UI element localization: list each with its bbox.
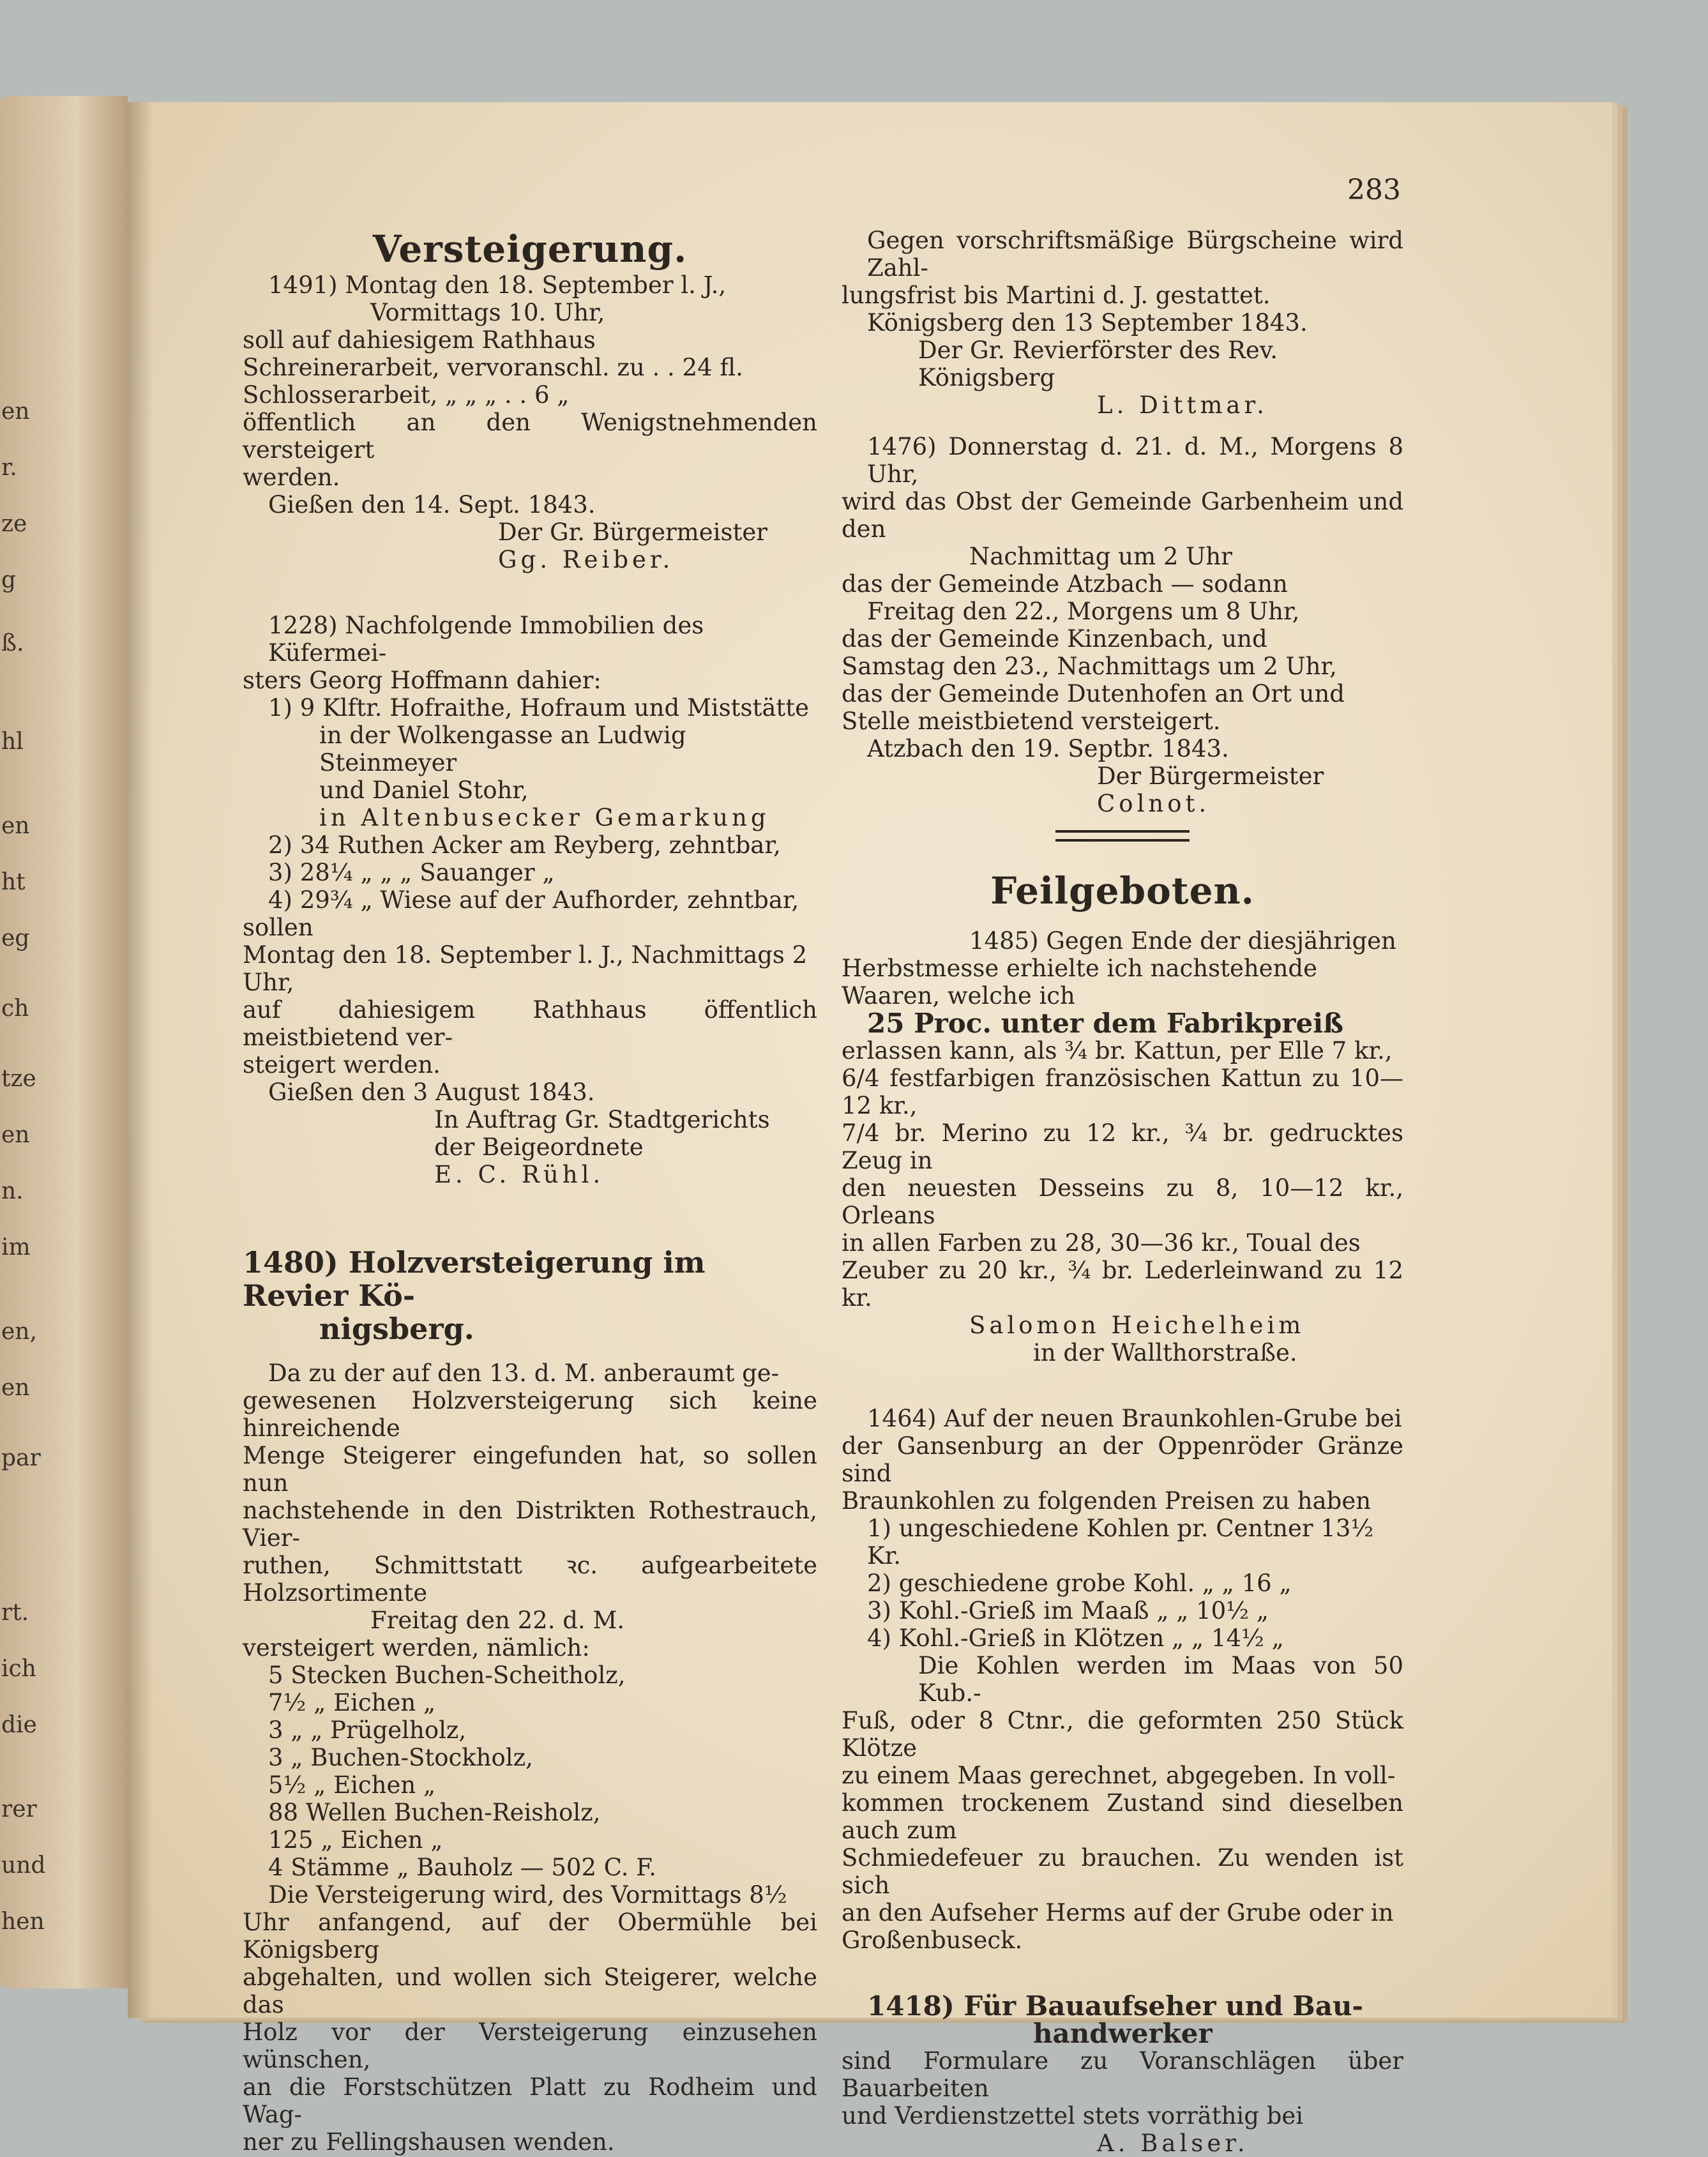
notice-signature: Der Bürgermeister	[1097, 762, 1324, 790]
notice-signature: Der Gr. Bürgermeister	[498, 518, 767, 546]
notice-line: Da zu der auf den 13. d. M. anberaumt ge-	[268, 1359, 780, 1387]
notice-line: Die Versteigerung wird, des Vormittags 8½	[268, 1881, 787, 1909]
notice-line: sind Formulare zu Voranschlägen über Bauarbeiten	[842, 2047, 1403, 2102]
notice-line: 1464) Auf der neuen Braunkohlen-Grube bei	[867, 1405, 1402, 1432]
notice-line: Menge Steigerer eingefunden hat, so sollen nun	[243, 1442, 817, 1497]
list-item: 4) 29¾ „ Wiese auf der Aufhorder, zehntbar,	[268, 886, 799, 914]
notice-line: Samstag den 23., Nachmittags um 2 Uhr,	[842, 653, 1337, 680]
price-list-item: 4) Kohl.-Grieß in Klötzen „ „ 14½ „	[867, 1624, 1284, 1652]
notice-line: Braunkohlen zu folgenden Preisen zu haben	[842, 1487, 1372, 1515]
previous-page-fragment: g	[1, 567, 17, 593]
list-item: in Altenbusecker Gemarkung	[319, 804, 770, 831]
previous-page-fragment: im	[1, 1234, 31, 1260]
notice-line: Stelle meistbietend versteigert.	[842, 708, 1221, 735]
list-item: 4 Stämme „ Bauholz — 502 C. F.	[268, 1854, 656, 1881]
list-item: 7½ „ Eichen „	[268, 1689, 436, 1716]
notice-signature-name: Salomon Heichelheim	[969, 1312, 1305, 1339]
notice-line: lungsfrist bis Martini d. J. gestattet.	[842, 282, 1271, 309]
section-heading-holzversteigerung: 1480) Holzversteigerung im Revier Kö-	[243, 1245, 706, 1313]
notice-line: Fuß, oder 8 Ctnr., die geformten 250 Stück Klötze	[842, 1707, 1403, 1762]
notice-line: das der Gemeinde Atzbach — sodann	[842, 570, 1288, 598]
previous-page-fragment: tze	[1, 1066, 36, 1092]
notice-date: Gießen den 3 August 1843.	[268, 1078, 595, 1106]
list-item: 125 „ Eichen „	[268, 1826, 443, 1854]
notice-line: 7/4 br. Merino zu 12 kr., ¾ br. gedrucktes Zeug in	[842, 1119, 1403, 1174]
notice-line: Nachmittag um 2 Uhr	[969, 543, 1232, 570]
notice-line: in allen Farben zu 28, 30—36 kr., Toual des	[842, 1229, 1361, 1257]
previous-page-fragment: ht	[1, 869, 26, 895]
notice-line: Herbstmesse erhielte ich nachstehende	[842, 955, 1317, 982]
notice-line: sters Georg Hoffmann dahier:	[243, 667, 601, 694]
notice-highlight: 25 Proc. unter dem Fabrikpreiß	[867, 1008, 1344, 1039]
previous-page-fragment: rer	[1, 1796, 37, 1822]
section-heading-bauaufseher-cont: handwerker	[1033, 2018, 1213, 2049]
page-number: 283	[1347, 174, 1401, 206]
left-column	[243, 227, 817, 2156]
notice-line: auf dahiesigem Rathhaus öffentlich meistbietend ver-	[243, 996, 817, 1051]
previous-page-fragment: en	[1, 398, 30, 425]
previous-page-fragment: par	[1, 1445, 41, 1471]
previous-page-fragment: eg	[1, 925, 30, 951]
list-item: 2) 34 Ruthen Acker am Reyberg, zehntbar,	[268, 831, 781, 859]
notice-date: Königsberg den 13 September 1843.	[867, 309, 1308, 337]
notice-line: werden.	[243, 464, 340, 491]
notice-line: den neuesten Desseins zu 8, 10—12 kr., Orleans	[842, 1174, 1403, 1229]
notice-signature-name: Gg. Reiber.	[498, 546, 674, 573]
section-heading-versteigerung: Versteigerung.	[372, 227, 688, 271]
notice-signature: Der Gr. Revierförster des Rev. Königsberg	[918, 337, 1278, 391]
page-gutter-shadow	[128, 102, 153, 2018]
notice-line: Die Kohlen werden im Maas von 50 Kub.-	[918, 1652, 1403, 1707]
notice-line: steigert werden.	[243, 1051, 441, 1078]
list-item: 5 Stecken Buchen-Scheitholz,	[268, 1661, 626, 1689]
notice-line: Zeuber zu 20 kr., ¾ br. Lederleinwand zu 12 kr.	[842, 1257, 1403, 1312]
notice-line: Großenbuseck.	[842, 1926, 1023, 1954]
notice-line: an die Forstschützen Platt zu Rodheim und Wag-	[243, 2073, 817, 2128]
list-item: 5½ „ Eichen „	[268, 1771, 436, 1799]
right-column	[842, 227, 1403, 2157]
notice-line: das der Gemeinde Kinzenbach, und	[842, 625, 1267, 653]
previous-page-fragment: hl	[1, 729, 24, 755]
previous-page-fragment: r.	[1, 455, 17, 481]
list-item: in der Wolkengasse an Ludwig Steinmeyer	[319, 722, 686, 776]
notice-signature: In Auftrag Gr. Stadtgerichts	[434, 1106, 770, 1133]
notice-line: ner zu Fellingshausen wenden.	[243, 2128, 615, 2156]
notice-line: das der Gemeinde Dutenhofen an Ort und	[842, 680, 1345, 708]
notice-line: ruthen, Schmittstatt ꝛc. aufgearbeitete Holzsortimente	[243, 1552, 817, 1607]
previous-page-fragment: hen	[1, 1909, 45, 1935]
previous-page-fragment: ch	[1, 995, 29, 1022]
notice-line: Gegen vorschriftsmäßige Bürgscheine wird Zahl-	[867, 227, 1403, 282]
section-heading-feilgeboten: Feilgeboten.	[990, 869, 1255, 912]
notice-signature-name: E. C. Rühl.	[434, 1161, 605, 1188]
notice-line: Uhr anfangend, auf der Obermühle bei Königsberg	[243, 1909, 817, 1964]
previous-page-edge	[0, 96, 128, 1988]
list-item: und Daniel Stohr,	[319, 776, 529, 804]
notice-line: erlassen kann, als ¾ br. Kattun, per Elle 7 kr.,	[842, 1037, 1393, 1064]
notice-line: gewesenen Holzversteigerung sich keine hinreichende	[243, 1387, 817, 1442]
notice-signature-name: Colnot.	[1097, 790, 1211, 817]
notice-line: versteigert werden, nämlich:	[243, 1634, 590, 1661]
notice-line: Freitag den 22., Morgens um 8 Uhr,	[867, 598, 1300, 625]
notice-line: Montag den 18. September l. J., Nachmittags 2 Uhr,	[243, 941, 808, 996]
notice-line: 1485) Gegen Ende der diesjährigen	[969, 927, 1396, 955]
notice-line: Freitag den 22. d. M.	[370, 1607, 625, 1634]
notice-signature: der Beigeordnete	[434, 1133, 644, 1161]
notice-line: der Gansenburg an der Oppenröder Gränze sind	[842, 1432, 1403, 1487]
notice-signature-name: L. Dittmar.	[1097, 391, 1268, 419]
notice-line: Schreinerarbeit, vervoranschl. zu . . 24 fl.	[243, 354, 743, 381]
previous-page-fragment: und	[1, 1852, 46, 1879]
notice-line: 1491) Montag den 18. September l. J.,	[268, 271, 727, 299]
previous-page-fragment: en	[1, 813, 30, 839]
notice-line: zu einem Maas gerechnet, abgegeben. In voll-	[842, 1762, 1396, 1789]
section-divider-rule	[1055, 830, 1190, 842]
notice-line: soll auf dahiesigem Rathhaus	[243, 326, 596, 354]
notice-line: und Verdienstzettel stets vorräthig bei	[842, 2102, 1304, 2130]
previous-page-fragment: en	[1, 1122, 30, 1148]
notice-line: 6/4 festfarbigen französischen Kattun zu 10—12 kr.,	[842, 1064, 1403, 1119]
notice-line: öffentlich an den Wenigstnehmenden versteigert	[243, 409, 817, 464]
notice-date: Atzbach den 19. Septbr. 1843.	[867, 735, 1229, 762]
notice-line: kommen trockenem Zustand sind dieselben auch zum	[842, 1789, 1403, 1844]
notice-line: Schmiedefeuer zu brauchen. Zu wenden ist sich	[842, 1844, 1403, 1899]
notice-line: an den Aufseher Herms auf der Grube oder in	[842, 1899, 1394, 1926]
notice-line: sollen	[243, 914, 314, 941]
notice-line: Vormittags 10. Uhr,	[370, 299, 605, 326]
notice-line: 1228) Nachfolgende Immobilien des Küfermei-	[268, 612, 704, 667]
notice-line: Schlosserarbeit, „ „ „ . . 6 „	[243, 381, 570, 409]
list-item: 88 Wellen Buchen-Reisholz,	[268, 1799, 601, 1826]
notice-line: Holz vor der Versteigerung einzusehen wünschen,	[243, 2018, 817, 2073]
previous-page-fragment: die	[1, 1712, 37, 1738]
previous-page-fragment: ich	[1, 1656, 36, 1682]
price-list-item: 1) ungeschiedene Kohlen pr. Centner 13½ Kr.	[867, 1515, 1374, 1570]
previous-page-text-fragments	[0, 96, 46, 1988]
previous-page-fragment: en	[1, 1375, 30, 1401]
section-heading-holzversteigerung-cont: nigsberg.	[319, 1312, 474, 1346]
list-item: 3 „ „ Prügelholz,	[268, 1716, 467, 1744]
notice-line: wird das Obst der Gemeinde Garbenheim und den	[842, 488, 1403, 543]
notice-signature: in der Wallthorstraße.	[1033, 1339, 1297, 1366]
previous-page-fragment: rt.	[1, 1600, 29, 1626]
notice-line: Waaren, welche ich	[842, 982, 1075, 1010]
list-item: 3) 28¼ „ „ „ Sauanger „	[268, 859, 555, 886]
previous-page-fragment: ß.	[1, 630, 24, 656]
previous-page-fragment: en,	[1, 1319, 37, 1345]
notice-line: abgehalten, und wollen sich Steigerer, welche das	[243, 1964, 817, 2018]
notice-line: 1476) Donnerstag d. 21. d. M., Morgens 8 Uhr,	[867, 433, 1403, 488]
price-list-item: 3) Kohl.-Grieß im Maaß „ „ 10½ „	[867, 1597, 1269, 1624]
list-item: 1) 9 Klftr. Hofraithe, Hofraum und Miststätte	[268, 694, 810, 722]
section-heading-bauaufseher: 1418) Für Bauaufseher und Bau-	[867, 1990, 1363, 2022]
price-list-item: 2) geschiedene grobe Kohl. „ „ 16 „	[867, 1570, 1292, 1597]
previous-page-fragment: n.	[1, 1178, 24, 1204]
previous-page-fragment: ze	[1, 511, 27, 537]
notice-line: nachstehende in den Distrikten Rothestrauch, Vier-	[243, 1497, 817, 1552]
list-item: 3 „ Buchen-Stockholz,	[268, 1744, 533, 1771]
notice-date: Gießen den 14. Sept. 1843.	[268, 491, 596, 518]
notice-signature-name: A. Balser.	[1097, 2130, 1249, 2157]
